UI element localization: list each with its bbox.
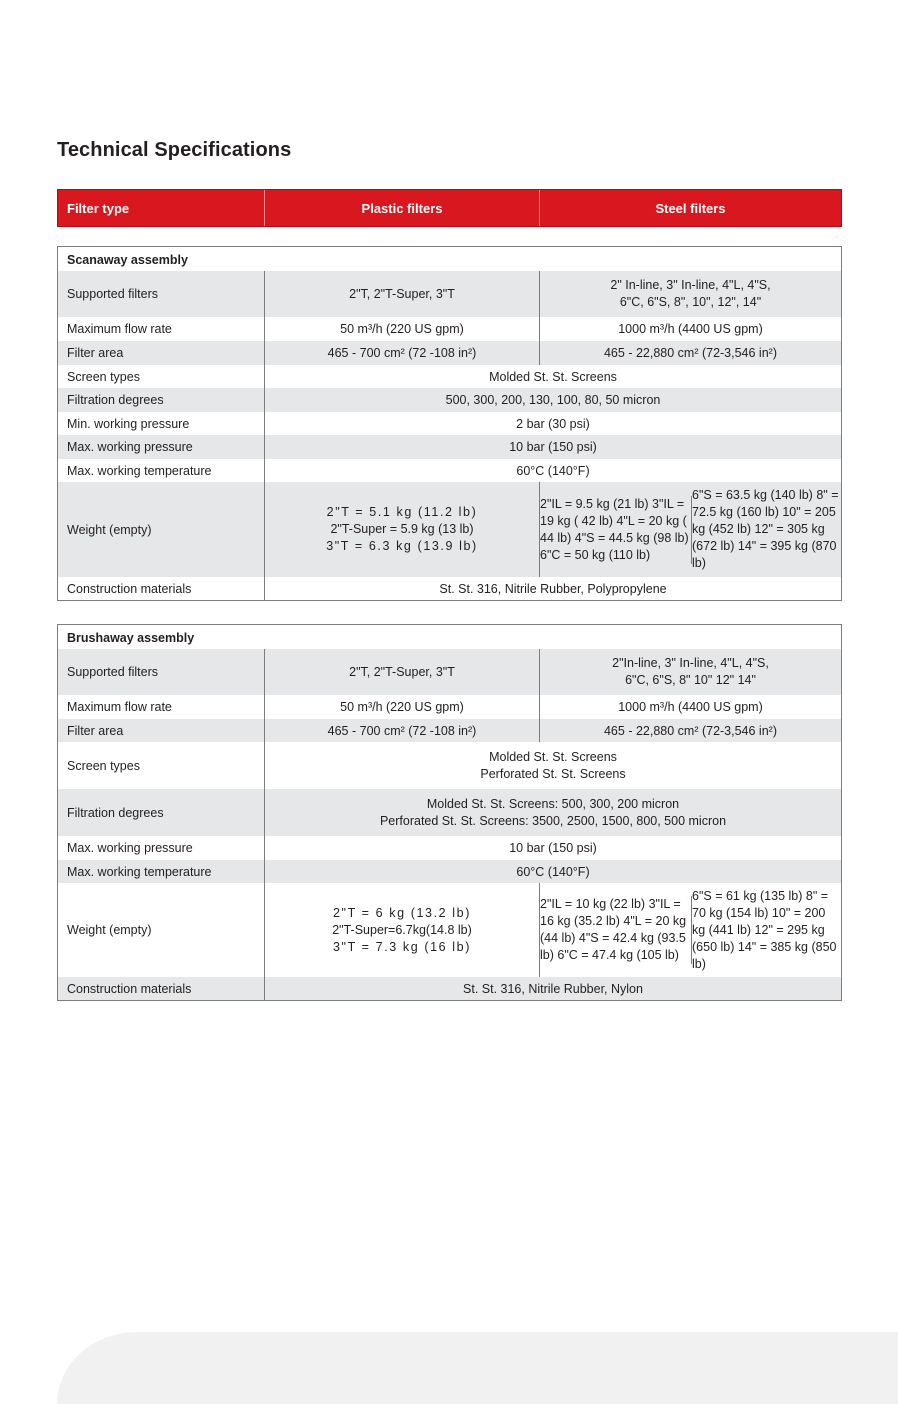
weight-line: 14" = 385 kg (850 lb) xyxy=(692,939,837,971)
steel-value: 465 - 22,880 cm² (72-3,546 in²) xyxy=(603,723,777,738)
weight-line: 4"S = 44.5 kg (98 lb) xyxy=(574,530,689,545)
row-label: Max. working temperature xyxy=(58,860,265,883)
value-line: Molded St. St. Screens xyxy=(489,749,617,764)
shared-value: 10 bar (150 psi) xyxy=(509,841,597,855)
row-label: Maximum flow rate xyxy=(58,695,265,719)
weight-line: 4"S = 42.4 kg (93.5 lb) xyxy=(540,931,686,962)
table-row xyxy=(58,860,841,883)
shared-value: St. St. 316, Nitrile Rubber, Nylon xyxy=(463,981,643,996)
steel-value-line: 6"C, 6"S, 8", 10", 12", 14" xyxy=(619,295,762,309)
brushaway-table xyxy=(57,624,842,1001)
steel-value-line: 6"C, 6"S, 8" 10" 12" 14" xyxy=(625,673,756,687)
table-row xyxy=(58,271,841,317)
plastic-value: 465 - 700 cm² (72 -108 in²) xyxy=(265,341,540,365)
row-label: Filtration degrees xyxy=(58,789,265,836)
table-row xyxy=(58,695,841,719)
weight-line: 2"IL = 10 kg (22 lb) xyxy=(540,897,646,911)
weight-line: 14" = 395 kg (870 lb) xyxy=(692,539,837,570)
steel-value: 1000 m³/h (4400 US gpm) xyxy=(618,322,763,336)
table-row xyxy=(58,388,841,412)
plastic-value: 2"T, 2"T-Super, 3"T xyxy=(265,271,540,317)
shared-value: 60°C (140°F) xyxy=(516,864,590,879)
weight-line: 6"C = 50 kg (110 lb) xyxy=(540,547,651,562)
scanaway-table xyxy=(57,246,842,601)
table-row xyxy=(58,577,841,600)
weight-line: 3"T = 7.3 kg (16 lb) xyxy=(333,939,471,954)
table-row xyxy=(58,977,841,1000)
plastic-value: 50 m³/h (220 US gpm) xyxy=(265,317,540,341)
weight-line: 3"IL = 16 kg (35.2 lb) xyxy=(540,897,681,928)
weight-line: 6"S = 63.5 kg (140 lb) xyxy=(692,488,813,502)
table-row xyxy=(58,482,841,577)
shared-value: 2 bar (30 psi) xyxy=(516,416,590,431)
table-row xyxy=(58,459,841,482)
weight-line: 2"T = 5.1 kg (11.2 lb) xyxy=(326,505,478,519)
weight-line: 4"L = 20 kg (44 lb) xyxy=(540,914,687,945)
weight-line: 12" = 305 kg (672 lb) xyxy=(692,522,825,553)
table-row xyxy=(58,341,841,365)
table-header xyxy=(57,189,842,227)
weight-line: 10" = 205 kg (452 lb) xyxy=(692,505,836,536)
table-row xyxy=(58,719,841,742)
plastic-value: 50 m³/h (220 US gpm) xyxy=(265,695,540,719)
table-row xyxy=(58,836,841,860)
weight-line: 3"IL = 19 kg ( 42 lb) xyxy=(540,496,685,528)
row-label: Max. working pressure xyxy=(58,836,265,860)
steel-weights xyxy=(540,883,841,977)
steel-weights-right xyxy=(692,888,841,973)
steel-weights-left xyxy=(540,896,692,964)
steel-value: 465 - 22,880 cm² (72-3,546 in²) xyxy=(603,346,777,360)
steel-weights-left xyxy=(540,496,692,564)
plastic-value: 465 - 700 cm² (72 -108 in²) xyxy=(265,719,540,742)
table-row xyxy=(58,317,841,341)
shared-value xyxy=(265,742,841,789)
table-row xyxy=(58,883,841,977)
row-label: Min. working pressure xyxy=(58,412,265,435)
weight-line: 2"T-Super = 5.9 kg (13 lb) xyxy=(330,522,474,536)
header-filter-type: Filter type xyxy=(58,190,265,226)
weight-line: 2"IL = 9.5 kg (21 lb) xyxy=(540,496,649,511)
table-row xyxy=(58,247,841,271)
row-label: Construction materials xyxy=(58,977,265,1000)
shared-value: 500, 300, 200, 130, 100, 80, 50 micron xyxy=(445,393,661,407)
value-line: Perforated St. St. Screens xyxy=(480,766,626,781)
header-plastic-filters: Plastic filters xyxy=(265,190,540,226)
row-label: Supported filters xyxy=(58,271,265,317)
page-title: Technical Specifications xyxy=(57,139,292,161)
table-row xyxy=(58,365,841,388)
shared-value: St. St. 316, Nitrile Rubber, Polypropylene xyxy=(439,581,667,596)
weight-line: 2"T-Super=6.7kg(14.8 lb) xyxy=(332,922,472,937)
table-row xyxy=(58,412,841,435)
row-label: Screen types xyxy=(58,742,265,789)
plastic-value: 2"T, 2"T-Super, 3"T xyxy=(265,649,540,695)
table-row xyxy=(58,649,841,695)
row-label: Filter area xyxy=(58,719,265,742)
weight-line: 6"S = 61 kg (135 lb) xyxy=(692,888,803,903)
steel-value xyxy=(540,271,841,317)
section-heading: Brushaway assembly xyxy=(67,631,195,645)
table-row xyxy=(58,435,841,459)
weight-line: 8" = 72.5 kg (160 lb) xyxy=(692,488,839,519)
header-steel-filters: Steel filters xyxy=(655,200,726,216)
steel-weights xyxy=(540,482,841,577)
weight-line: 4"L = 20 kg ( 44 lb) xyxy=(540,513,687,545)
row-label: Weight (empty) xyxy=(58,482,265,577)
weight-line: 8" = 70 kg (154 lb) xyxy=(692,888,829,920)
plastic-weights xyxy=(265,482,540,577)
row-label: Weight (empty) xyxy=(58,883,265,977)
footer-decoration xyxy=(57,1332,898,1404)
table-row xyxy=(58,742,841,789)
steel-weights-right xyxy=(692,487,841,572)
shared-value xyxy=(265,789,841,836)
row-label: Max. working temperature xyxy=(58,459,265,482)
steel-value-line: 2"In-line, 3" In-line, 4"L, 4"S, xyxy=(612,656,769,670)
shared-value: 10 bar (150 psi) xyxy=(509,440,597,454)
steel-value-line: 2" In-line, 3" In-line, 4"L, 4"S, xyxy=(610,278,771,292)
row-label: Supported filters xyxy=(58,649,265,695)
row-label: Max. working pressure xyxy=(58,435,265,459)
weight-line: 3"T = 6.3 kg (13.9 lb) xyxy=(326,539,478,553)
row-label: Filtration degrees xyxy=(58,388,265,412)
row-label: Screen types xyxy=(58,365,265,388)
weight-line: 6"C = 47.4 kg (105 lb) xyxy=(557,948,679,962)
steel-value: 1000 m³/h (4400 US gpm) xyxy=(618,700,763,714)
row-label: Construction materials xyxy=(58,577,265,600)
steel-value xyxy=(540,649,841,695)
weight-line: 10" = 200 kg (441 lb) xyxy=(692,905,826,937)
value-line: Perforated St. St. Screens: 3500, 2500, 1500, 800, 500 micron xyxy=(379,813,727,828)
plastic-weights xyxy=(265,883,540,977)
weight-line: 2"T = 6 kg (13.2 lb) xyxy=(333,905,471,920)
shared-value: 60°C (140°F) xyxy=(516,463,590,478)
value-line: Molded St. St. Screens: 500, 300, 200 micron xyxy=(426,796,680,811)
table-row xyxy=(58,625,841,649)
weight-line: 12" = 295 kg (650 lb) xyxy=(692,922,825,954)
row-label: Maximum flow rate xyxy=(58,317,265,341)
shared-value: Molded St. St. Screens xyxy=(489,369,617,384)
section-heading: Scanaway assembly xyxy=(67,253,188,267)
table-row xyxy=(58,789,841,836)
row-label: Filter area xyxy=(58,341,265,365)
